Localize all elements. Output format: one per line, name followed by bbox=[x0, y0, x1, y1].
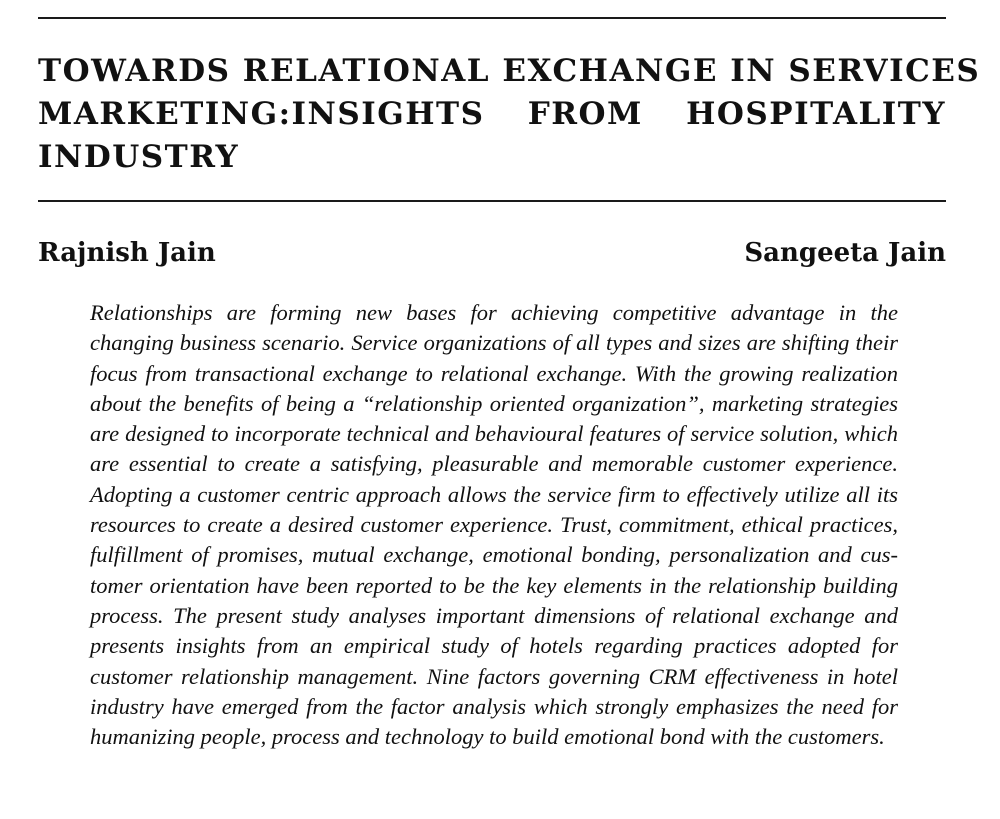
author-sangeeta-jain: Sangeeta Jain bbox=[744, 238, 946, 268]
title-line-1: TOWARDS RELATIONAL EXCHANGE IN SERVICES bbox=[38, 53, 981, 89]
title-bottom-rule bbox=[38, 200, 946, 202]
abstract-text: Relationships are forming new bases for achieving competitive advantage in the changing business scenario. Service organizations of all types and sizes are shifting their focus from transactional exchange to relational exchange. With the growing realization about the benefits of being a “relationship oriented organization”, marketing strategies are designed to incorporate technical and behavioural features of service solution, which are essential to create a satisfying, pleasurable and memorable customer experience. Adopting a customer centric approach allows the service firm to effectively utilize all its resources to create a desired customer experience. Trust, commitment, ethical practices, fulfillment of promises, mutual exchange, emotional bonding, personalization and customer orientation have been reported to be the key elements in the relationship building process. The present study analyses important dimensions of relational exchange and presents insights from an empirical study of hotels regarding practices adopted for customer relationship management. Nine factors governing CRM effectiveness in hotel industry have emerged from the factor analysis which strongly emphasizes the need for humanizing people, process and technology to build emotional bond with the customers. bbox=[90, 300, 898, 750]
author-line bbox=[38, 236, 946, 270]
title-line-3: INDUSTRY bbox=[38, 139, 240, 175]
top-rule bbox=[38, 17, 946, 19]
author-rajnish-jain: Rajnish Jain bbox=[38, 238, 216, 268]
paper-title bbox=[38, 50, 981, 179]
title-line-2: MARKETING:INSIGHTS FROM HOSPITALITY bbox=[38, 96, 946, 132]
